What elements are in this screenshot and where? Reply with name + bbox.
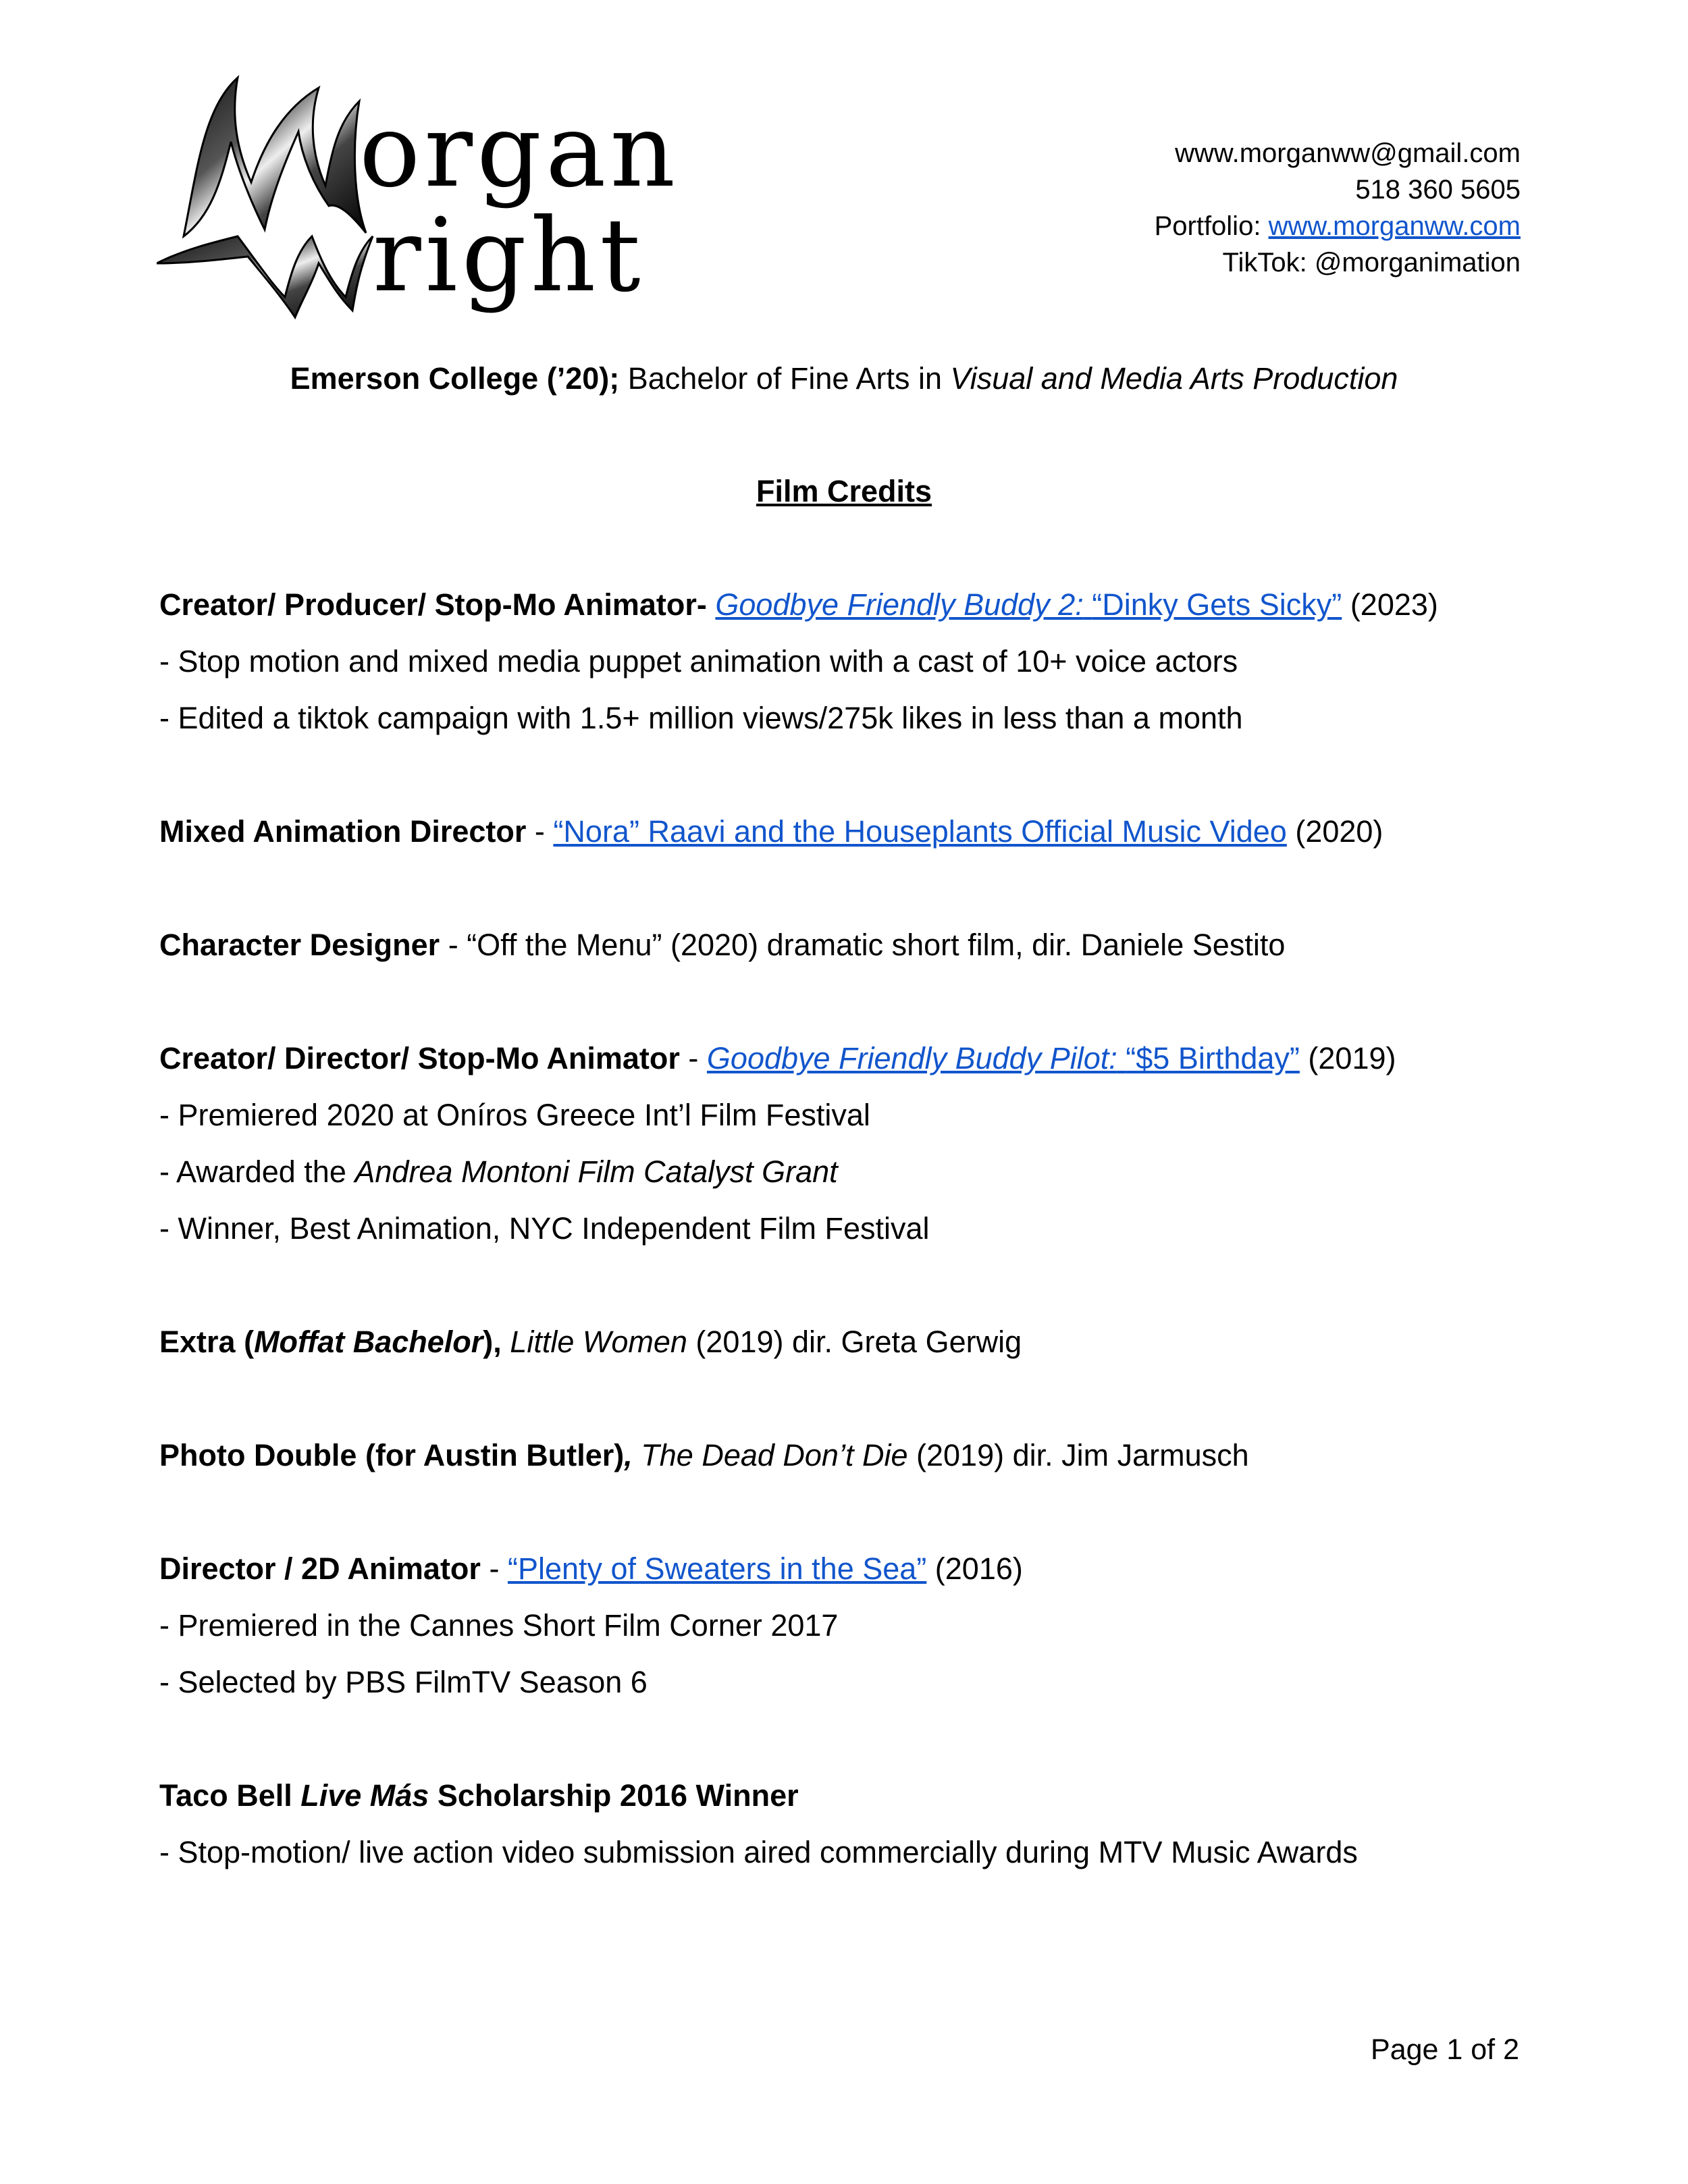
credit-5-rest: (2019) dir. Greta Gerwig	[695, 1325, 1022, 1359]
credit-1-link[interactable]: Goodbye Friendly Buddy 2: “Dinky Gets Sicky”	[715, 587, 1342, 622]
credit-7-bullet: - Premiered in the Cannes Short Film Corner 2017	[159, 1608, 839, 1643]
credit-6-title: The Dead Don’t Die	[641, 1438, 908, 1472]
credit-6-rest: (2019) dir. Jim Jarmusch	[916, 1438, 1249, 1472]
credit-7-link[interactable]: “Plenty of Sweaters in the Sea”	[507, 1551, 927, 1586]
page-number: Page 1 of 2	[1371, 2033, 1519, 2066]
section-title-film-credits: Film Credits	[756, 474, 932, 508]
school-name: Emerson College (’20);	[290, 361, 620, 396]
portfolio-link[interactable]: www.morganww.com	[1268, 211, 1521, 241]
credit-5-heading: Extra (Moffat Bachelor), Little Women (2019) dir. Greta Gerwig	[159, 1325, 1022, 1359]
credit-8-bullet: - Stop-motion/ live action video submission aired commercially during MTV Music Awards	[159, 1835, 1358, 1869]
logo-text-upper: organ	[359, 92, 680, 210]
credit-2-role: Mixed Animation Director	[159, 814, 527, 849]
credit-1-bullet: - Edited a tiktok campaign with 1.5+ million views/275k likes in less than a month	[159, 701, 1243, 735]
credit-6-role: Photo Double (for Austin Butler)	[159, 1438, 625, 1472]
credit-7-heading	[159, 1551, 1023, 1587]
credit-4-role: Creator/ Director/ Stop-Mo Animator	[159, 1041, 680, 1075]
contact-tiktok: TikTok: @morganimation	[1222, 248, 1521, 277]
credit-1-role: Creator/ Producer/ Stop-Mo Animator-	[159, 587, 707, 622]
credit-4-year: (2019)	[1308, 1041, 1396, 1075]
credit-3-heading	[159, 928, 1285, 963]
credit-4-bullet: - Winner, Best Animation, NYC Independent Film Festival	[159, 1211, 930, 1246]
portfolio-label: Portfolio:	[1154, 211, 1261, 241]
credit-4-bullet: - Premiered 2020 at Oníros Greece Int’l Film Festival	[159, 1098, 870, 1132]
credit-4-link[interactable]: Goodbye Friendly Buddy Pilot: “$5 Birthday”	[706, 1041, 1300, 1075]
credit-2-year: (2020)	[1295, 814, 1383, 849]
credit-2-heading	[159, 814, 1383, 849]
credit-7-bullet: - Selected by PBS FilmTV Season 6	[159, 1665, 648, 1699]
credit-7-role: Director / 2D Animator	[159, 1551, 481, 1586]
credit-3-role: Character Designer	[159, 928, 440, 962]
morgan-wright-logo	[157, 68, 697, 324]
credit-1-heading	[159, 587, 1438, 622]
contact-phone: 518 360 5605	[1355, 175, 1521, 205]
degree: Bachelor of Fine Arts in	[627, 361, 942, 396]
credit-6-heading: Photo Double (for Austin Butler), The Dead Don’t Die (2019) dir. Jim Jarmusch	[159, 1438, 1249, 1472]
credit-8-heading: Taco Bell Live Más Scholarship 2016 Winner	[159, 1778, 799, 1813]
credit-2-separator: -	[534, 814, 545, 849]
credit-3-text: - “Off the Menu” (2020) dramatic short film, dir. Daniele Sestito	[448, 928, 1286, 962]
credit-2-link[interactable]: “Nora” Raavi and the Houseplants Official Music Video	[553, 814, 1287, 849]
credit-7-separator: -	[489, 1551, 500, 1586]
logo-text-lower: right	[373, 197, 645, 315]
contact-block	[1155, 135, 1521, 281]
credit-4-bullet: - Awarded the Andrea Montoni Film Catalyst Grant	[159, 1154, 838, 1189]
contact-portfolio	[1155, 208, 1521, 244]
credit-1-bullet: - Stop motion and mixed media puppet animation with a cast of 10+ voice actors	[159, 644, 1238, 678]
credit-7-year: (2016)	[934, 1551, 1023, 1586]
credit-4-separator: -	[688, 1041, 699, 1075]
contact-email: www.morganww@gmail.com	[1175, 138, 1521, 168]
credit-5-title: Little Women	[510, 1325, 687, 1359]
education-line	[0, 361, 1688, 396]
credit-4-heading	[159, 1041, 1396, 1076]
credit-1-year: (2023)	[1350, 587, 1438, 622]
program: Visual and Media Arts Production	[950, 361, 1398, 396]
